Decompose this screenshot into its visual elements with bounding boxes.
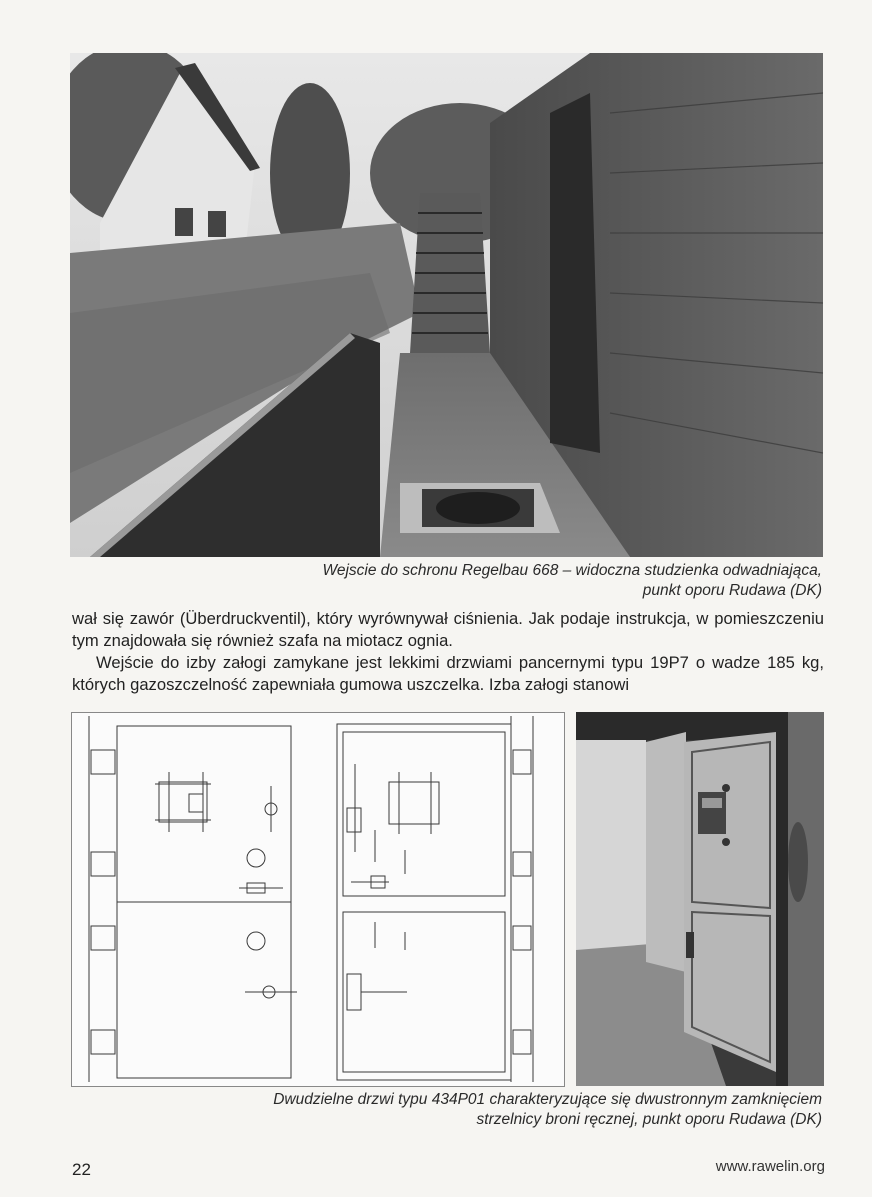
page-number: 22: [72, 1160, 91, 1179]
door-photo: [576, 712, 824, 1086]
entrance-photo: [70, 53, 823, 557]
top-photo-caption: [202, 561, 822, 601]
paragraph-2: Wejście do izby załogi zamykane jest lekkimi drzwiami pancernymi typu 19P7 o wadze 185 kg, których gazoszczelność zapewniała gumowa uszczelka. Izba załogi stanowi: [72, 653, 824, 694]
door-figure-caption: [122, 1090, 822, 1130]
top-photo-caption-line2: punkt oporu Rudawa (DK): [642, 582, 822, 599]
door-figure-caption-line2: strzelnicy broni ręcznej, punkt oporu Rudawa (DK): [476, 1111, 822, 1128]
website-url: www.rawelin.org: [715, 1158, 825, 1175]
top-photo-caption-line1: Wejscie do schronu Regelbau 668 – widoczna studzienka odwadniająca,: [322, 562, 822, 579]
door-technical-drawing: [71, 712, 565, 1087]
paragraph-1: wał się zawór (Überdruckventil), który wyrównywał ciśnienia. Jak podaje instrukcja, w pomieszczeniu tym znajdowała się również szafa na miotacz ognia.: [72, 609, 824, 650]
body-text: [72, 608, 824, 696]
door-figure-caption-line1: Dwudzielne drzwi typu 434P01 charakteryzujące się dwustronnym zamknięciem: [273, 1091, 822, 1108]
